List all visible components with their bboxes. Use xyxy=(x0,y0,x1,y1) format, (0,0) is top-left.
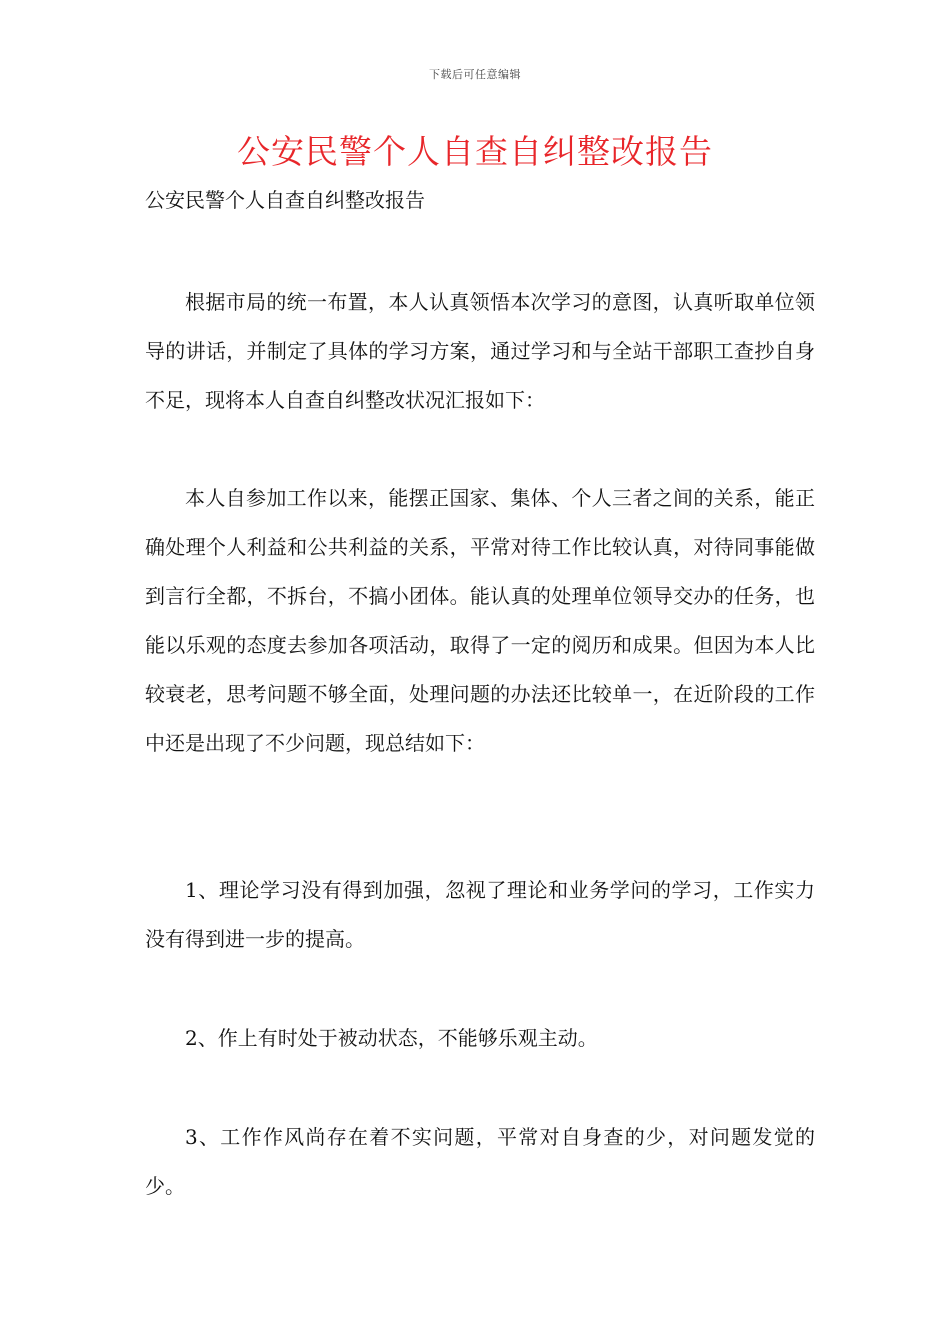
header-note: 下载后可任意编辑 xyxy=(429,68,521,81)
document-subtitle: 公安民警个人自查自纠整改报告 xyxy=(145,188,425,212)
paragraph-issue-2 xyxy=(145,1014,815,1063)
paragraph-text: 根据市局的统一布置，本人认真领悟本次学习的意图，认真听取单位领导的讲话，并制定了具体的学习方案，通过学习和与全站干部职工查抄自身不足，现将本人自查自纠整改状况汇报如下： xyxy=(145,290,815,412)
paragraph-text: 本人自参加工作以来，能摆正国家、集体、个人三者之间的关系，能正确处理个人利益和公共利益的关系，平常对待工作比较认真，对待同事能做到言行全都，不拆台，不搞小团体。能认真的处理单位领导交办的任务，也能以乐观的态度去参加各项活动，取得了一定的阅历和成果。但因为本人比较衰老，思考问题不够全面，处理问题的办法还比较单一，在近阶段的工作中还是出现了不少问题，现总结如下： xyxy=(145,486,815,755)
paragraph-issue-3 xyxy=(145,1113,815,1211)
paragraph-text: 1、理论学习没有得到加强，忽视了理论和业务学问的学习，工作实力没有得到进一步的提高。 xyxy=(145,878,815,951)
paragraph-intro xyxy=(145,278,815,425)
document-title: 公安民警个人自查自纠整改报告 xyxy=(237,132,713,171)
paragraph-text: 2、作上有时处于被动状态，不能够乐观主动。 xyxy=(185,1026,598,1050)
paragraph-text: 3、工作作风尚存在着不实问题，平常对自身查的少，对问题发觉的少。 xyxy=(145,1125,815,1198)
paragraph-self-assessment xyxy=(145,474,815,768)
paragraph-issue-1 xyxy=(145,866,815,964)
